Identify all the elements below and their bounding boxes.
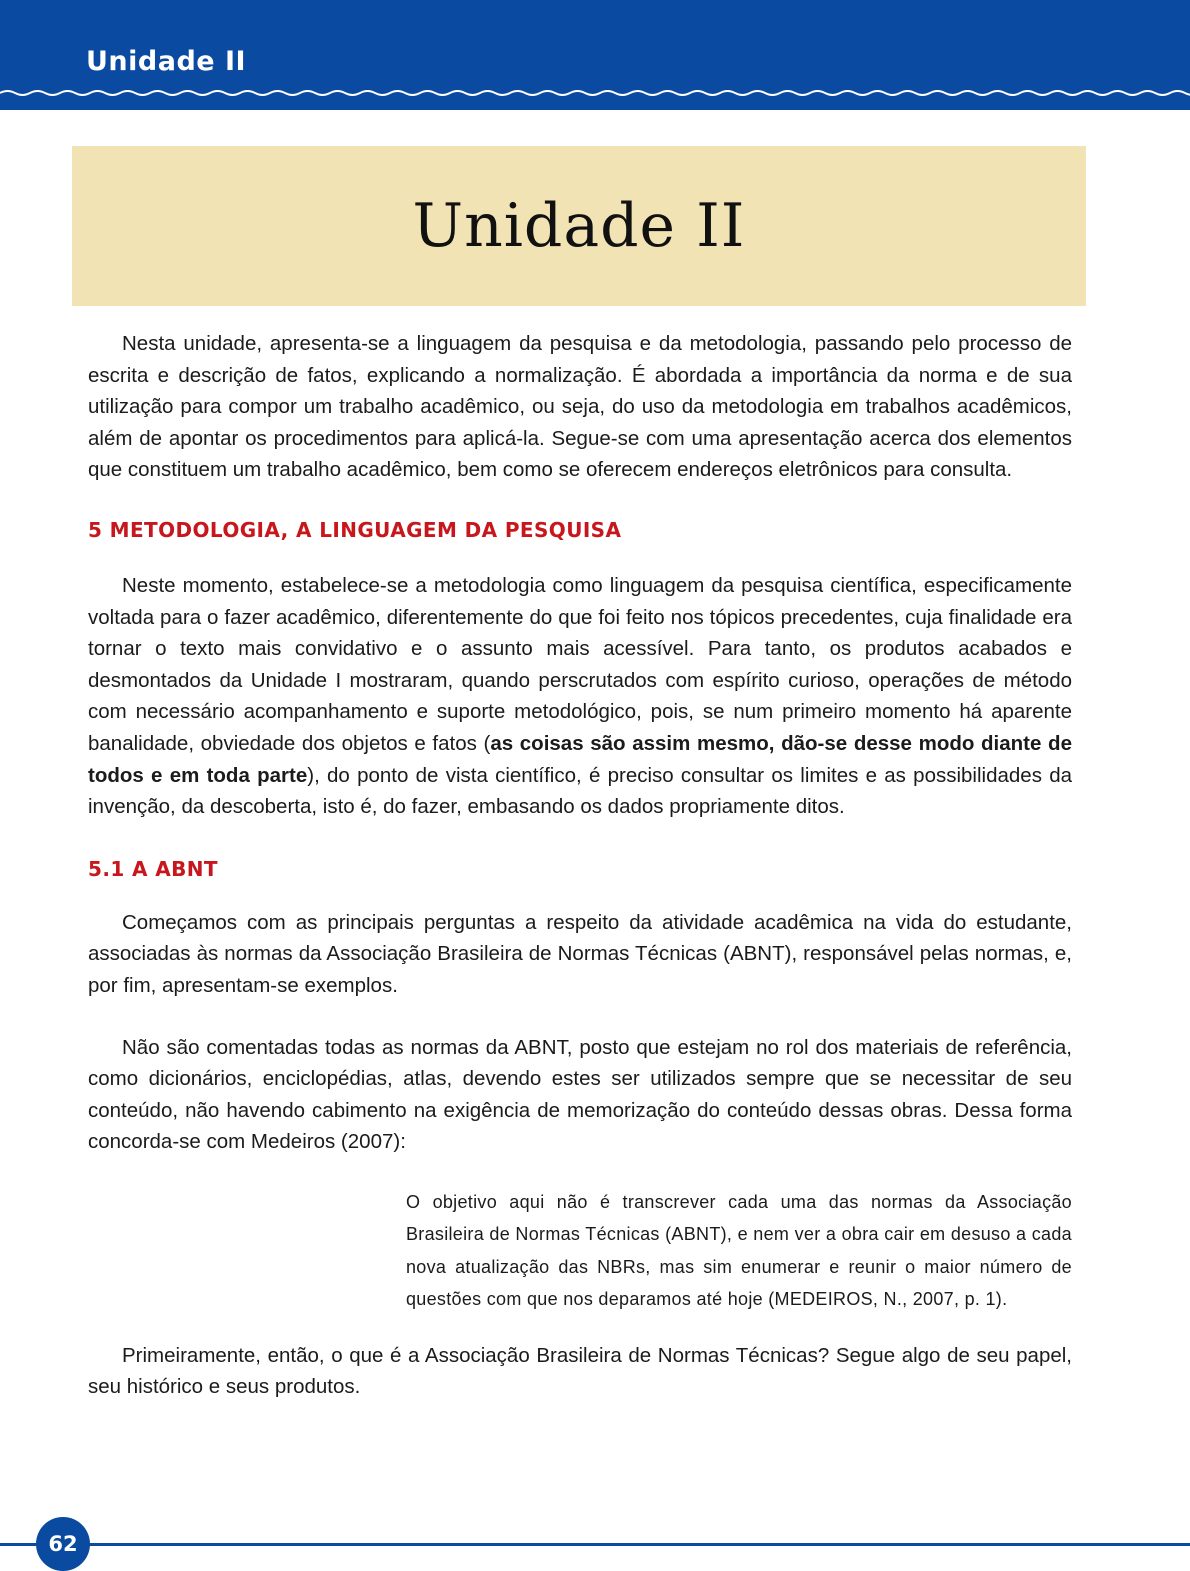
abnt-paragraph-1: Começamos com as principais perguntas a respeito da atividade acadêmica na vida do estudante, associadas às normas da Associação Brasileira de Normas Técnicas (ABNT), responsável pelas normas, e, por fim, apresentam-se exemplos. bbox=[88, 910, 1072, 997]
footer-rule bbox=[0, 1543, 1190, 1546]
abnt-paragraph-2: Não são comentadas todas as normas da ABNT, posto que estejam no rol dos materiais de referência, como dicionários, enciclopédias, atlas, devendo estes ser utilizados sempre que se necessitar de seu conteúdo, não havendo cabimento na exigência de memorização do conteúdo dessas obras. Dessa forma concorda-se com Medeiros (2007): bbox=[88, 1035, 1072, 1154]
page-number-badge bbox=[36, 1517, 90, 1571]
unit-title: Unidade II bbox=[412, 191, 746, 261]
main-content bbox=[88, 328, 1072, 1403]
block-quote: O objetivo aqui não é transcrever cada uma das normas da Associação Brasileira de Normas Técnicas (ABNT), e nem ver a obra cair em desuso a cada nova atualização das NBRs, mas sim enumerar e reunir o maior número de questões com que nos deparamos até hoje (MEDEIROS, N., 2007, p. 1). bbox=[406, 1191, 1072, 1310]
header-unit-label: Unidade II bbox=[86, 46, 247, 77]
section-5-text-before: Neste momento, estabelece-se a metodologia como linguagem da pesquisa científica, especificamente voltada para o fazer acadêmico, diferentemente do que foi feito nos tópicos precedentes, cuja finalidade era tornar o texto mais convidativo e o assunto mais acessível. Para tanto, os produtos acabados e desmontados da Unidade I mostraram, quando perscrutados com espírito curioso, operações de método com necessário acompanhamento e suporte metodológico, pois, se num primeiro momento há aparente banalidade, obviedade dos objetos e fatos ( bbox=[88, 573, 1072, 755]
abnt-paragraph-3: Primeiramente, então, o que é a Associação Brasileira de Normas Técnicas? Segue algo de seu papel, seu histórico e seus produtos. bbox=[88, 1343, 1072, 1399]
intro-paragraph: Nesta unidade, apresenta-se a linguagem da pesquisa e da metodologia, passando pelo processo de escrita e descrição de fatos, explicando a normalização. É abordada a importância da norma e de sua utilização para compor um trabalho acadêmico, ou seja, do uso da metodologia em trabalhos acadêmicos, além de apontar os procedimentos para aplicá-la. Segue-se com uma apresentação acerca dos elementos que constituem um trabalho acadêmico, bem como se oferecem endereços eletrônicos para consulta. bbox=[88, 332, 1072, 482]
section-5-bold-text: as coisas são assim mesmo, dão-se desse modo diante de todos e em toda parte bbox=[88, 731, 1072, 787]
section-5-1-heading: 5.1 A ABNT bbox=[88, 856, 218, 881]
section-5-heading: 5 METODOLOGIA, A LINGUAGEM DA PESQUISA bbox=[88, 517, 622, 542]
section-5-paragraph bbox=[88, 570, 1072, 823]
unit-title-box bbox=[72, 146, 1086, 306]
header-band bbox=[0, 0, 1190, 110]
page-number: 62 bbox=[48, 1532, 78, 1556]
section-5-text-after: ), do ponto de vista científico, é preciso consultar os limites e as possibilidades da invenção, da descoberta, isto é, do fazer, embasando os dados propriamente ditos. bbox=[88, 763, 1072, 819]
